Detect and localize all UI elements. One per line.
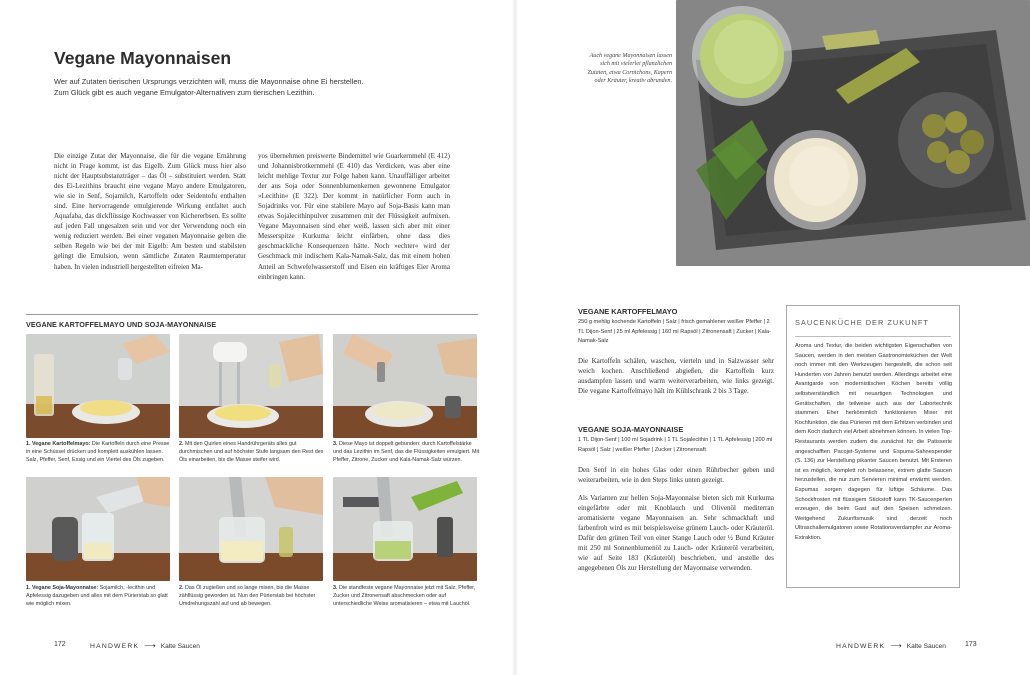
- book-gutter: [512, 0, 518, 675]
- footer-section: HANDWERK: [90, 643, 140, 650]
- body-column-2: yos übernehmen preiswerte Bindemittel wie Guarkernmehl (E 412) und Johannisbrotkernmehl (E 410) das Verdicken, was aber eine leicht mehlige Textur zur Folge haben kann. Unauffälliger arbeitet der aus Soja oder Sonnenblumenkernen gewonnene Emulgator »Lecithin« (E 322). Der kommt in natürlicher Form auch in Sojadrinks vor. Für eine stabilere Mayo auf Soja-Basis kann man etwas Sojalecithinpulver zusammen mit der Flüssigkeit aufmixen. Vegane Mayonnaisen sind eher weiß, lassen sich aber mit einer Messerspitze Kurkuma leicht einfärben, ohne dass dies geschmackliche Konsequenzen hätte. Noch »echter« wird der Geschmack mit indischem Kala-Namak-Salz, das mit einem hohen Anteil an Schwefelwasserstoff und Eisen ein kräftiges Eier Aroma einbringen kann.: [258, 152, 450, 281]
- step-photo-seasoning: [333, 334, 477, 438]
- page-number-left: 172: [54, 641, 66, 648]
- sidebar-box-rule: [795, 336, 951, 337]
- recipe-body-soy-mayo-intro: Den Senf in ein hohes Glas oder einen Rührbecher geben und weiterarbeiten, wie in den Steps links unten gezeigt.: [578, 466, 774, 485]
- step-text: Diese Mayo ist doppelt gebunden: durch Kartoffelstärke und das Lezithin im Senf, das die Flüssigkeiten emulgiert. Mit Pfeffer, Zitrone, Zucker und Kala-Namak-Salz würzen.: [333, 441, 480, 463]
- arrow-right-icon: ⟶: [144, 641, 156, 650]
- step-caption-5: [179, 585, 327, 609]
- intro-line-2: Zum Glück gibt es auch vegane Emulgator-Alternativen zum tierischen Lezithin.: [54, 88, 315, 98]
- footer-chapter: Kalte Saucen: [160, 643, 200, 650]
- step-number: 3.: [333, 585, 338, 591]
- recipe-ingredients-soy-mayo: 1 TL Dijon-Senf | 100 ml Sojadrink | 1 TL Sojalecithin | 1 TL Apfelessig | 200 ml Rapsöl | Salz | weißer Pfeffer | Zucker | Zitronensaft: [578, 437, 773, 453]
- step-text: Die Kartoffeln durch eine Presse in eine Schüssel drücken und komplett auskühlen lassen. Salz, Pfeffer, Senf, Essig und ein Viertel des Öls zugeben.: [26, 441, 170, 463]
- sidebar-box-title: SAUCENKÜCHE DER ZUKUNFT: [795, 318, 929, 327]
- page-title: Vegane Mayonnaisen: [54, 48, 232, 68]
- step-caption-1: [26, 441, 174, 465]
- step-photo-hand-mixer: [179, 334, 323, 438]
- step-text: Sojamilch, -lecithin und Apfelessig dazugeben und alles mit dem Pürierstab so glatt wie möglich mixen.: [26, 585, 168, 607]
- step-label: Vegane Soja-Mayonnaise:: [32, 585, 99, 591]
- footer-chapter: Kalte Saucen: [906, 643, 946, 650]
- footer-right: [836, 641, 946, 650]
- intro-text: [54, 76, 394, 98]
- step-text: Mit den Quirlen eines Handrührgeräts alles gut durchmischen und auf höchster Stufe langsam den Rest des Öls einarbeiten, bis die Masse steifer wird.: [179, 441, 324, 463]
- footer-section: HANDWERK: [836, 643, 886, 650]
- recipe-body-potato-mayo: Die Kartoffeln schälen, waschen, vierteln und in Salzwasser sehr weich kochen. Anschließend abgießen, die Kartoffeln kurz ausdampfen lassen und warm weiterverarbeiten, wie links gezeigt. Die vegane Kartoffelmayo hält im Kühlschrank 2 bis 3 Tage.: [578, 357, 774, 396]
- step-photo-potato-press: [26, 334, 170, 438]
- section-rule: [26, 314, 478, 315]
- step-text: Das Öl zugießen und so lange mixen, bis die Masse zähflüssig geworden ist. Nun den Pürierstab bei höchster Umdrehungszahl auf und ab bewegen.: [179, 585, 316, 607]
- page-number-right: 173: [965, 641, 977, 648]
- recipe-ingredients-potato-mayo: 250 g mehlig kochende Kartoffeln | Salz | frisch gemahlener weißer Pfeffer | 2 TL Dijon-Senf | 25 ml Apfelessig | 160 ml Rapsöl | Zitronensaft | Zucker | Kala-Namak-Salz: [578, 319, 771, 345]
- step-caption-4: [26, 585, 174, 609]
- body-column-1: Die einzige Zutat der Mayonnaise, die für die vegane Ernährung nicht in Frage kommt, ist das Eigelb. Zum Glück muss hier also nicht der Hauptsubstanzträger – das Öl – substituiert werden. Statt des Ei-Lezithins braucht eine vegane Mayo andere Emulgatoren, wie sie in Senf, Sojamilch, Kartoffeln oder Seidentofu enthalten sind. Eine hervorragende emulgierende Wirkung entfaltet auch Aquafaba, das dickflüssige Kochwasser von Kichererbsen. Es sollte auf jeden Fall ungesalzen sein und vor der Verwendung noch ein wenig reduziert werden. Bei einer veganen Mayonnaise gelten die selben Regeln wie bei der mit Eigelb: Am besten und stabilsten gelingt die Emulsion, wenn sämtliche Zutaten Raumtemperatur haben. In vielen industriell hergestellten eifreien Ma-: [54, 152, 246, 271]
- recipe-body-soy-mayo-variants: Als Varianten zur hellen Soja-Mayonnaise bieten sich mit Kurkuma eingefärbte oder mit Knoblauch und Olivenöl mediterran aromatisierte vegane Mayonnaisen an. Sehr schmackhaft und farbenfroh wird es mit beispielsweise grünem Lauch- oder Kräuteröl. Dafür den grünen Teil von einer Stange Lauch oder ½ Bund Kräuter mit 250 ml Sonnenblumenöl zu Lauch- oder Kräuteröl verarbeiten, wie auf Seite 183 (Kräuteröl) beschrieben, und anstelle des angegebenen Öls zur Herstellung der Mayonnaise verwenden.: [578, 494, 774, 573]
- step-number: 2.: [179, 585, 184, 591]
- photo-caption: Auch vegane Mayonnaisen lassen sich mit vielerlei pflanzlichen Zutaten, etwa Cornichons, Kapern oder Kräuter, kreativ abrunden.: [587, 53, 672, 85]
- step-photo-blender: [179, 477, 323, 581]
- recipe-title-potato-mayo: VEGANE KARTOFFELMAYO: [578, 307, 678, 316]
- step-caption-6: [333, 585, 481, 609]
- step-caption-3: [333, 441, 481, 465]
- step-photo-leek-oil: [333, 477, 477, 581]
- arrow-right-icon: ⟶: [890, 641, 902, 650]
- hero-photo-mayonnaise-bowls: [676, 0, 1030, 266]
- step-text: Die standfeste vegane Mayonnaise jetzt mit Salz, Pfeffer, Zucker und Zitronensaft abschmecken oder auf unterschiedliche Weise aromatisieren – etwa mit Lauchöl.: [333, 585, 476, 607]
- step-caption-2: [179, 441, 327, 465]
- step-number: 1.: [26, 585, 31, 591]
- sidebar-box: [786, 305, 960, 588]
- recipe-title-soy-mayo: VEGANE SOJA-MAYONNAISE: [578, 425, 684, 434]
- sidebar-box-text: Aroma und Textur, die beiden wichtigsten Eigenschaften von Saucen, werden in den meisten Gastronomieküchen der Welt noch immer mit den Werkzeugen hergestellt, die schon seit Hunderten von Jahren benutzt werden. Allerdings arbeitet eine Avantgarde von modernistischen Köchen bereits völlig selbstverständlich mit neuartigen Technologien und Gerätschaften, die teilweise auch aus der Labortechnik stammen. Eher herkömmlich funktionieren Mixer mit Kochfunktion, die das Pürieren mit dem Erhitzen verbinden und dem Koch dadurch viel Arbeit abnehmen können. In vielen Top-Restaurants werden zudem die zunächst für die Patisserie angeschafften Pacojet-Systeme und Espuma-Sahnespender (S. 136) zur Herstellung pikanter Saucen benutzt. Mit Ersteren ist es möglich, komplett roh belassene, extrem glatte Saucen herzustellen, die nur zum Servieren minimal erwärmt werden. Espumas sorgen dagegen für luftige Schäume. Das Schockfrosten mit flüssigem Stickstoff kann TK-Saucenperlen erzeugen, die beim Gast auf den Speisen schmelzen. Weitgehend Zukunftsmusik sind derzeit noch Ultraschallemulgatoren sowie Rotationsverdampfer zur Aroma-Extraktion.: [795, 343, 952, 541]
- steps-heading: VEGANE KARTOFFELMAYO UND SOJA-MAYONNAISE: [26, 320, 217, 329]
- step-photo-soy-milk: [26, 477, 170, 581]
- step-label: Vegane Kartoffelmayo:: [32, 441, 91, 447]
- intro-line-1: Wer auf Zutaten tierischen Ursprungs verzichten will, muss die Mayonnaise ohne Ei herstellen.: [54, 77, 364, 86]
- step-number: 2.: [179, 441, 184, 447]
- step-number: 1.: [26, 441, 31, 447]
- footer-left: [90, 641, 200, 650]
- step-number: 3.: [333, 441, 338, 447]
